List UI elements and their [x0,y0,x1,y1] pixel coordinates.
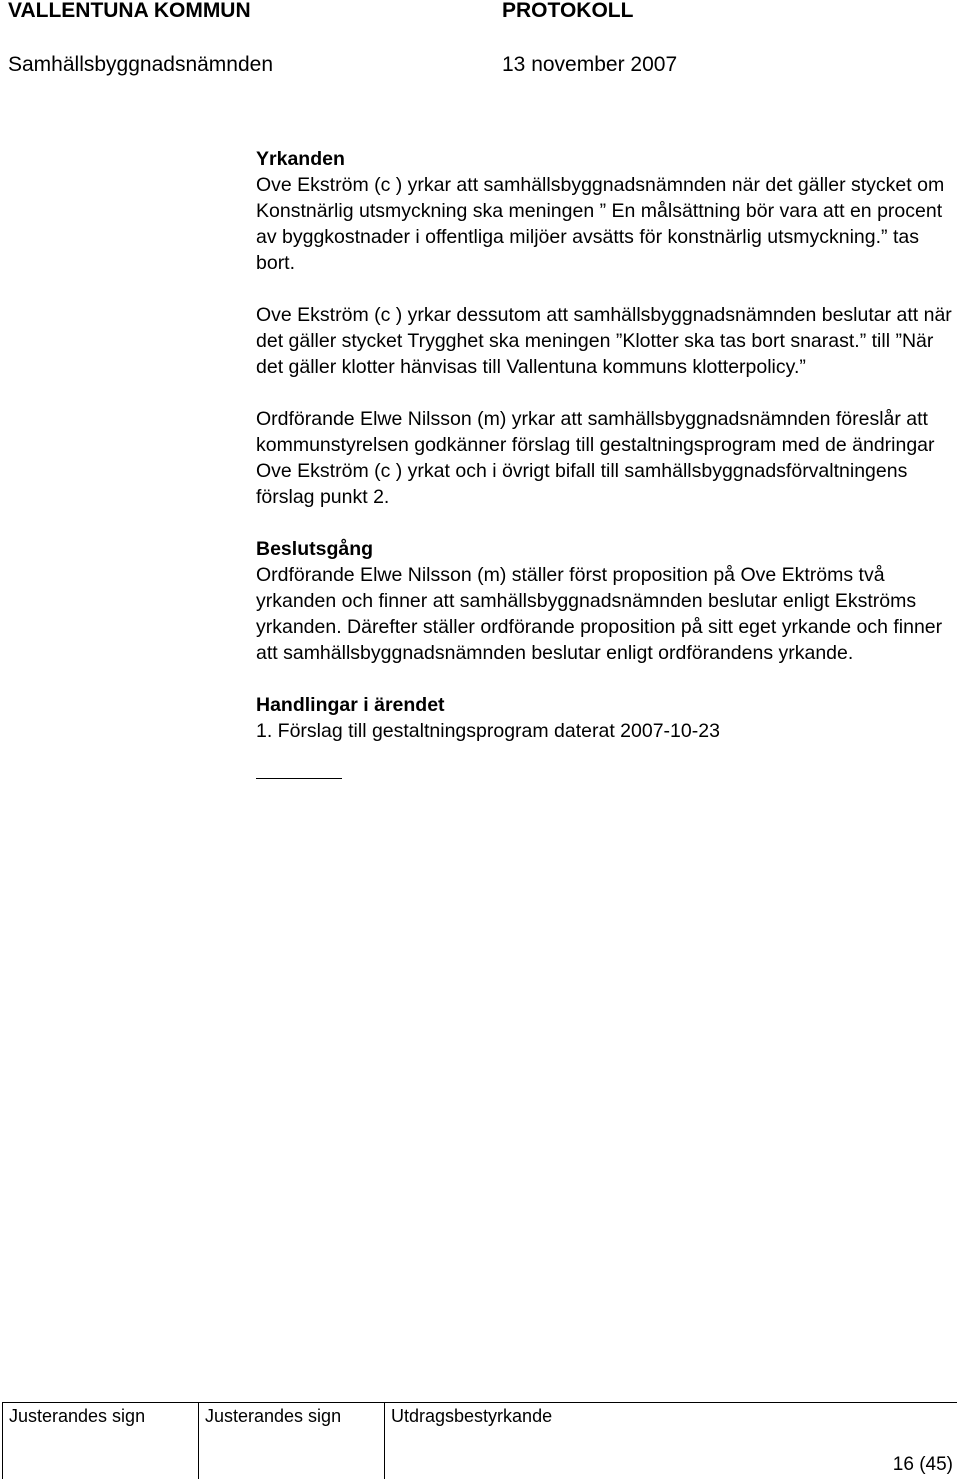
signature-footer [2,1402,957,1479]
footer-cell-extract [385,1403,957,1479]
sign-label-1: Justerandes sign [9,1406,146,1426]
paragraph-yrkande-2: Ove Ekström (c ) yrkar dessutom att samhällsbyggnadsnämnden beslutar att när det gäller stycket Trygghet ska meningen ”Klotter ska tas bort snarast.” till ”När det gäller klotter hänvisas till Vallentuna kommuns klotterpolicy.” [256,304,952,378]
committee-name: Samhällsbyggnadsnämnden [8,53,274,76]
document-body [256,146,956,779]
heading-beslutsgang: Beslutsgång [256,538,374,560]
page-number: 16 (45) [892,1454,953,1475]
extract-label: Utdragsbestyrkande [391,1406,553,1426]
footer-cell-sign-1 [3,1403,199,1479]
heading-yrkanden: Yrkanden [256,148,345,170]
heading-handlingar: Handlingar i ärendet [256,694,445,716]
end-rule [256,778,342,779]
paragraph-yrkande-3: Ordförande Elwe Nilsson (m) yrkar att samhällsbyggnadsnämnden föreslår att kommunstyrelsen godkänner förslag till gestaltningsprogram med de ändringar Ove Ekström (c ) yrkat och i övrigt bifall till samhällsbyggnadsförvaltningens förslag punkt 2. [256,408,935,508]
list-item-handling-1: 1. Förslag till gestaltningsprogram daterat 2007-10-23 [256,720,720,742]
meeting-date: 13 november 2007 [502,53,678,76]
organization-name: VALLENTUNA KOMMUN [8,0,251,22]
paragraph-beslutsgang: Ordförande Elwe Nilsson (m) ställer först proposition på Ove Ektröms två yrkanden och finner att samhällsbyggnadsnämnden beslutar enligt Ekströms yrkanden. Därefter ställer ordförande proposition på sitt eget yrkande och finner att samhällsbyggnadsnämnden beslutar enligt ordförandens yrkande. [256,564,943,664]
document-type: PROTOKOLL [502,0,634,22]
footer-cell-sign-2 [199,1403,385,1479]
sign-label-2: Justerandes sign [205,1406,342,1426]
paragraph-yrkande-1: Ove Ekström (c ) yrkar att samhällsbyggnadsnämnden när det gäller stycket om Konstnärlig utsmyckning ska meningen ” En målsättning bör vara att en procent av byggkostnader i offentliga miljöer avsätts för konstnärlig utsmyckning.” tas bort. [256,174,945,274]
